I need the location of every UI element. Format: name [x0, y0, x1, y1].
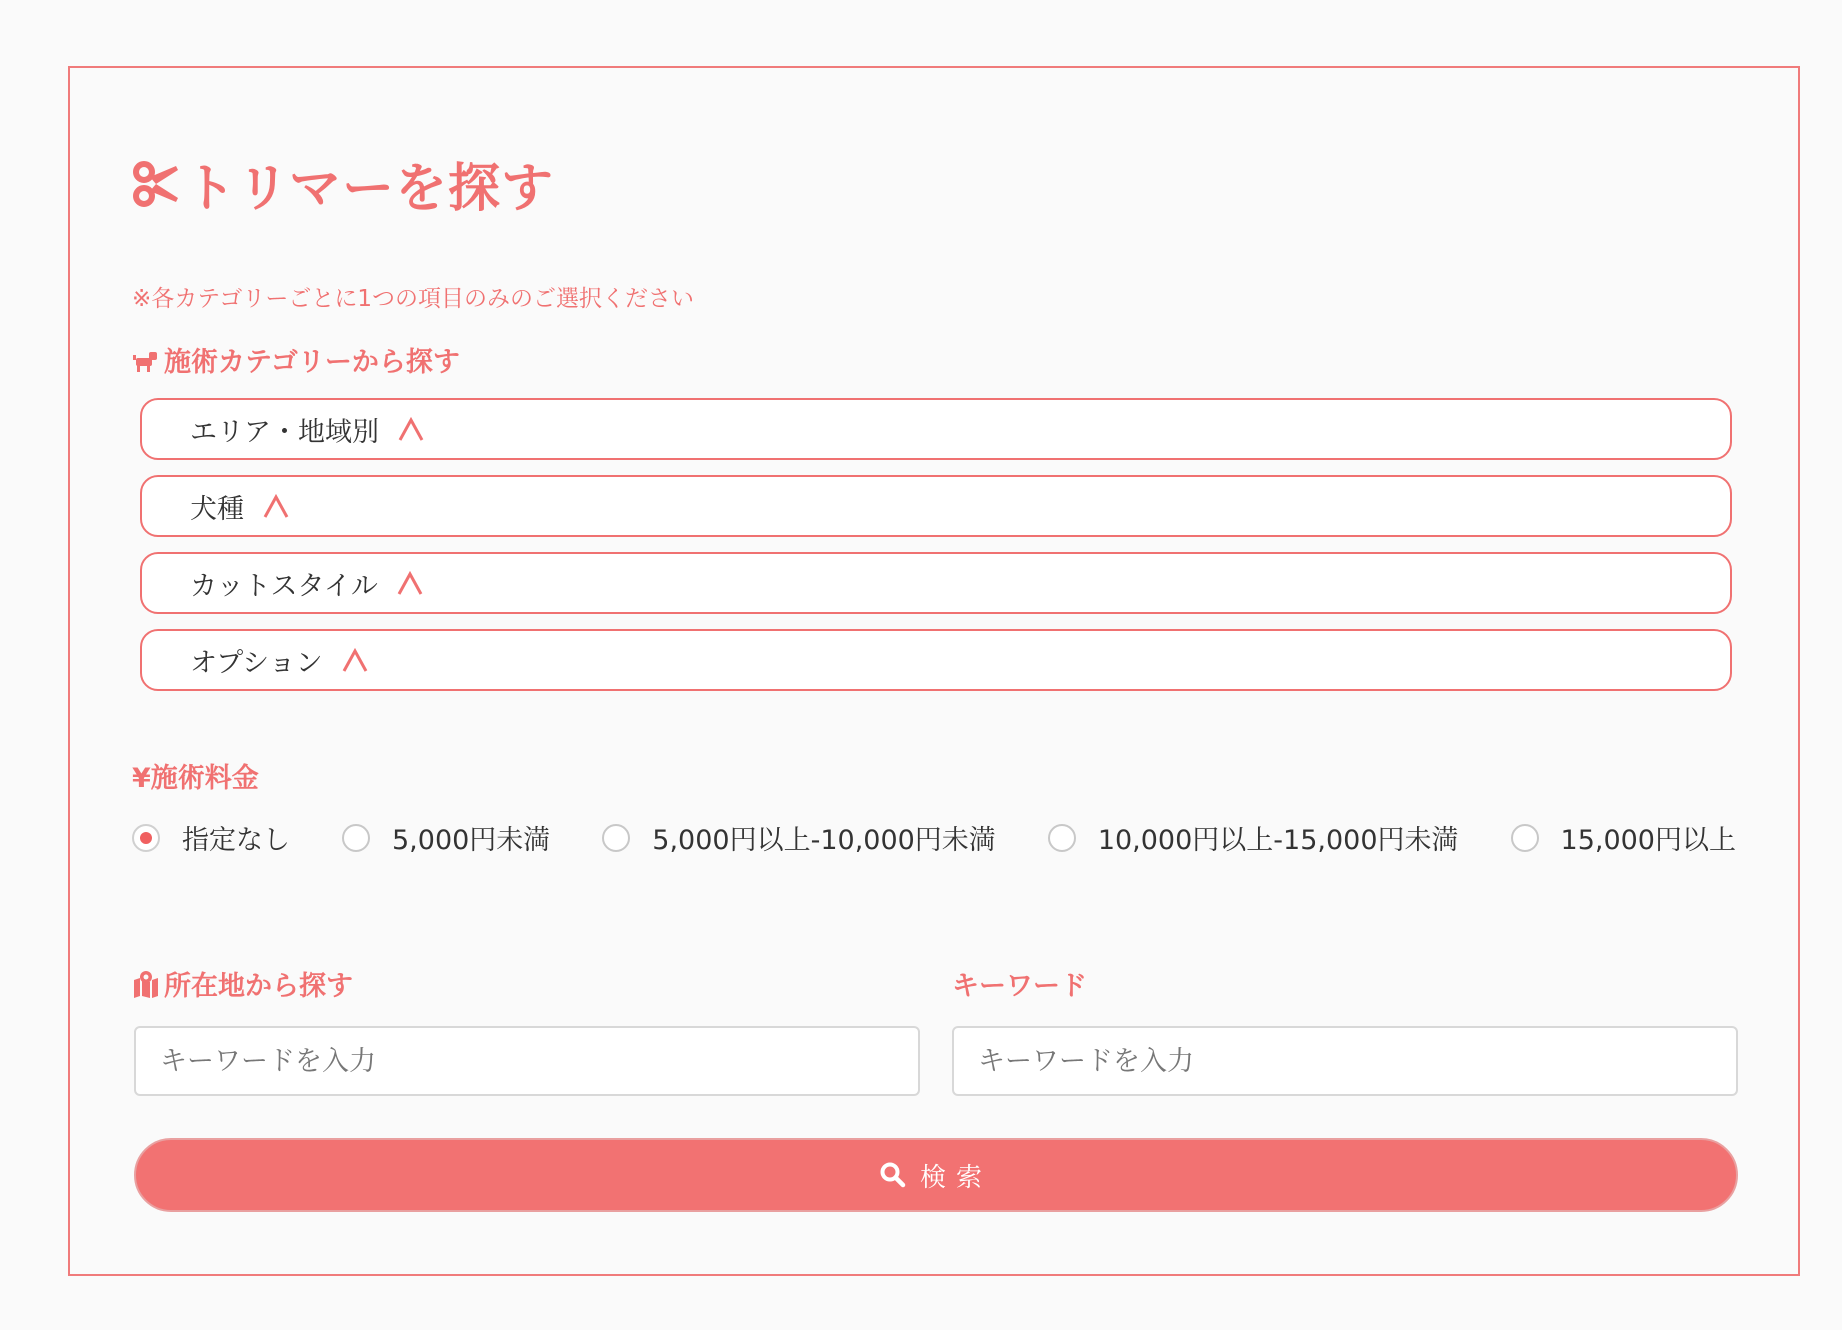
radio-button[interactable]	[1511, 824, 1539, 852]
map-pin-icon	[132, 970, 160, 998]
chevron-up-icon	[396, 570, 424, 596]
radio-label: 5,000円以上-10,000円未満	[652, 825, 996, 856]
search-panel	[68, 66, 1800, 1276]
price-radio-10000-15000[interactable]	[1048, 818, 1459, 857]
page-title-text: トリマーを探す	[184, 159, 554, 219]
chevron-up-icon	[262, 493, 290, 519]
price-section-label: ¥施術料金	[132, 763, 259, 794]
price-radio-group	[132, 818, 1788, 857]
location-input[interactable]	[134, 1026, 920, 1096]
accordion-cut-style[interactable]	[140, 552, 1732, 614]
accordion-area-label: エリア・地域別	[190, 416, 379, 448]
chevron-up-icon	[341, 647, 369, 673]
radio-button[interactable]	[1048, 824, 1076, 852]
keyword-input[interactable]	[952, 1026, 1738, 1096]
accordion-breed[interactable]	[140, 475, 1732, 537]
accordion-breed-label: 犬種	[190, 493, 244, 525]
price-radio-under-5000[interactable]	[342, 818, 550, 857]
chevron-up-icon	[397, 416, 425, 442]
accordion-option[interactable]	[140, 629, 1732, 691]
scissors-icon	[132, 160, 180, 208]
category-section-label	[132, 340, 460, 379]
radio-label: 5,000円未満	[392, 825, 551, 856]
location-section-label-text: 所在地から探す	[164, 971, 353, 1002]
radio-label: 10,000円以上-15,000円未満	[1097, 825, 1459, 856]
dog-icon	[132, 346, 160, 374]
price-radio-5000-10000[interactable]	[602, 818, 996, 857]
price-radio-over-15000[interactable]	[1511, 818, 1736, 857]
accordion-option-label: オプション	[190, 647, 323, 679]
accordion-area[interactable]	[140, 398, 1732, 460]
selection-note: ※各カテゴリーごとに1つの項目のみのご選択ください	[132, 286, 694, 312]
accordion-cut-style-label: カットスタイル	[190, 570, 378, 602]
radio-label: 指定なし	[182, 825, 290, 856]
radio-button[interactable]	[602, 824, 630, 852]
page-title	[132, 146, 554, 221]
keyword-section-label: キーワード	[952, 971, 1087, 1002]
radio-label: 15,000円以上	[1560, 825, 1736, 856]
search-button-label: 検索	[919, 1162, 992, 1193]
location-section-label	[132, 964, 353, 1003]
search-icon	[880, 1162, 906, 1188]
price-radio-none[interactable]	[132, 818, 290, 857]
search-button[interactable]	[134, 1138, 1738, 1212]
radio-button[interactable]	[132, 824, 160, 852]
category-section-label-text: 施術カテゴリーから探す	[164, 347, 460, 378]
radio-button[interactable]	[342, 824, 370, 852]
